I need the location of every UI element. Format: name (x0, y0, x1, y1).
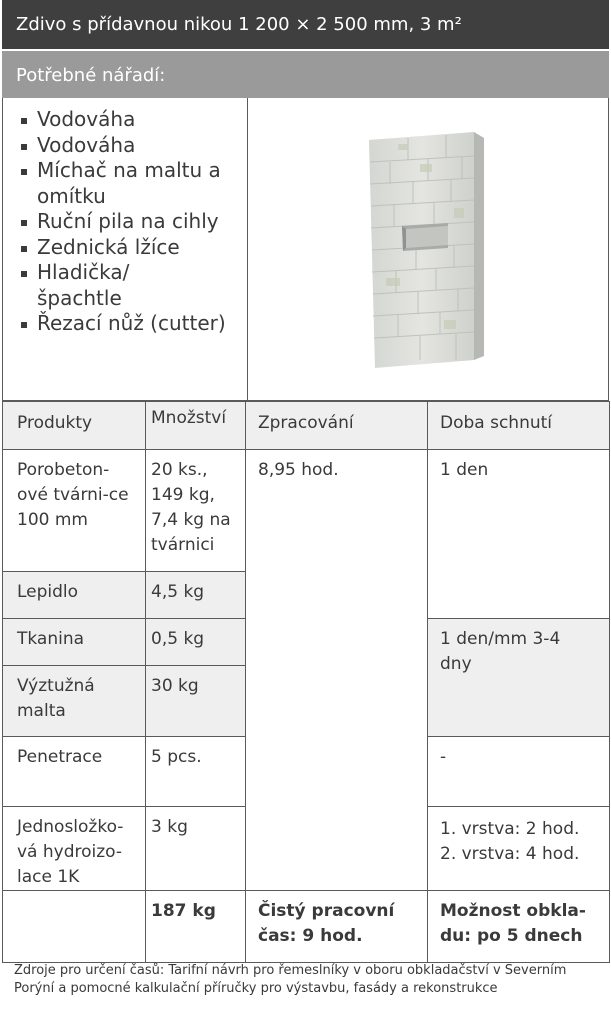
totals-row (3, 891, 610, 963)
tools-heading: Potřebné nářadí: (2, 49, 609, 98)
quantity-cell: 4,5 kg (146, 572, 246, 619)
table-row (3, 450, 610, 572)
product-cell: Výztužná malta (3, 666, 146, 737)
quantity-cell: 5 pcs. (146, 737, 246, 807)
header-products: Produkty (3, 402, 146, 450)
materials-table (2, 401, 610, 963)
wall-image-cell (248, 98, 609, 400)
header-quantity: Množství (146, 402, 246, 450)
bullet-icon (21, 118, 27, 124)
tool-item: Ruční pila na cihly (19, 209, 247, 235)
wall-niche-image (248, 98, 609, 400)
drying-cell: 1 den (428, 450, 610, 619)
product-cell: Penetrace (3, 737, 146, 807)
tools-list (3, 98, 248, 400)
bullet-icon (21, 169, 27, 175)
bullet-icon (21, 220, 27, 226)
processing-cell: 8,95 hod. (246, 450, 428, 891)
table-header-row (3, 402, 610, 450)
bullet-icon (21, 144, 27, 150)
header-processing: Zpracování (246, 402, 428, 450)
total-quantity: 187 kg (146, 891, 246, 963)
product-cell: Lepidlo (3, 572, 146, 619)
quantity-cell: 30 kg (146, 666, 246, 737)
quantity-cell: 20 ks., 149 kg, 7,4 kg na tvárnici (146, 450, 246, 572)
header-drying: Doba schnutí (428, 402, 610, 450)
bullet-icon (21, 271, 27, 277)
tool-item: Řezací nůž (cutter) (19, 311, 247, 337)
total-processing: Čistý pracovní čas: 9 hod. (246, 891, 428, 963)
drying-cell: - (428, 737, 610, 807)
tool-item: Zednická lžíce (19, 235, 247, 261)
total-drying: Možnost obkla-du: po 5 dnech (428, 891, 610, 963)
drying-cell: 1. vrstva: 2 hod. 2. vrstva: 4 hod. (428, 807, 610, 891)
quantity-cell: 3 kg (146, 807, 246, 891)
tool-item: Vodováha (19, 133, 247, 159)
tool-item: Míchač na maltu a omítku (19, 158, 229, 209)
bullet-icon (21, 322, 27, 328)
product-cell: Tkanina (3, 619, 146, 666)
page-title: Zdivo s přídavnou nikou 1 200 × 2 500 mm, 3 m² (2, 0, 609, 49)
quantity-cell: 0,5 kg (146, 619, 246, 666)
tool-item: Vodováha (19, 107, 247, 133)
product-cell: Jednosložko-vá hydroizo-lace 1K (3, 807, 146, 891)
tool-item: Hladička/ špachtle (19, 260, 169, 311)
totals-empty-cell (3, 891, 146, 963)
source-footnote: Zdroje pro určení časů: Tarifní návrh pro řemeslníky v oboru obkladačství v Severním Porýní a pomocné kalkulační příručky pro výstavbu, fasády a rekonstrukce (14, 963, 567, 996)
tools-section (2, 98, 609, 401)
product-cell: Porobeton-ové tvárni-ce 100 mm (3, 450, 146, 572)
bullet-icon (21, 246, 27, 252)
drying-cell: 1 den/mm 3-4 dny (428, 619, 610, 737)
